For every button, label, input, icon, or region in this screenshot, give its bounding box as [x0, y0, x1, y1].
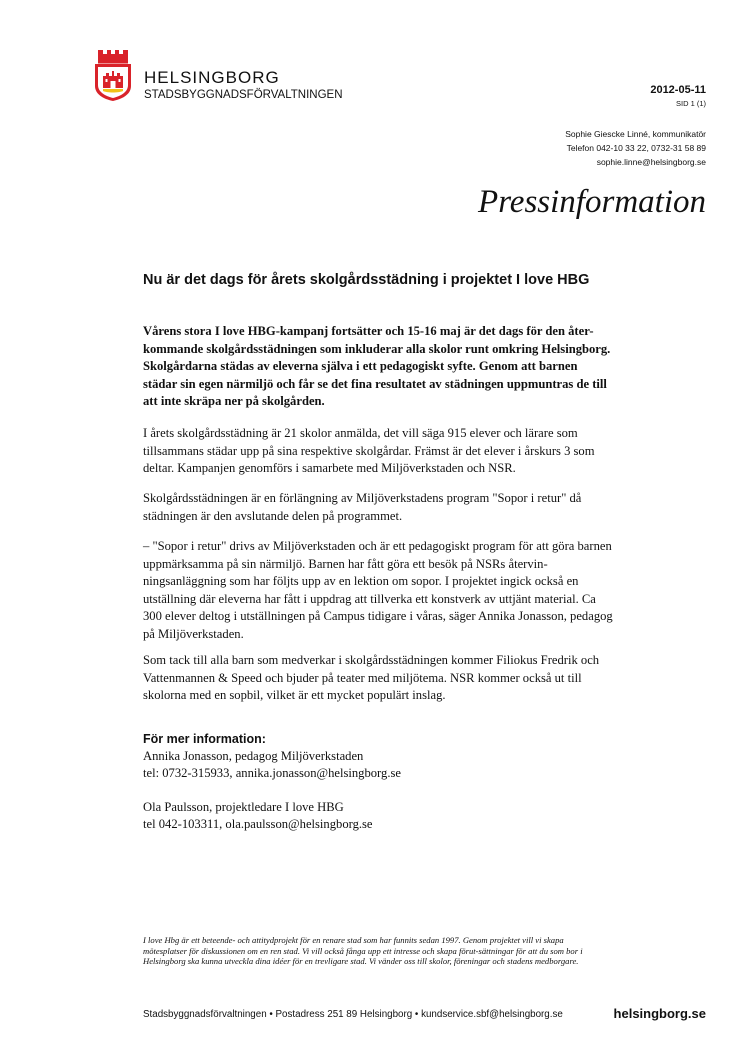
- department-name: STADSBYGGNADSFÖRVALTNINGEN: [144, 89, 343, 101]
- paragraph-text: Som tack till alla barn som medverkar i skolgårdsstädningen kommer Filiokus Fredrik och Vattenmannen & Speed och bjuder på teater med miljötema. NSR kommer också ut till skolorna med en sopbil, vilket är ett mycket populärt inslag.: [143, 653, 600, 702]
- lead-text: Vårens stora I love HBG-kampanj fortsätter och 15-16 maj är det dags för den åter-kommande skolgårdsstädningen som inkluderar alla skolor runt omkring Helsingborg. Skolgårdarna städas av eleverna själva i ett pedagogiskt syfte. Genom att barnen städar sin egen närmiljö och får se det fina resultatet av städningen uppmuntras de till att inte skräpa ner på skolgården.: [143, 324, 611, 408]
- project-footnote: I love Hbg är ett beteende- och attitydprojekt för en renare stad som har funnits sedan 1997. Genom projektet vill vi skapa mötesplatser för diskussionen om en ren stad. Vi vill också fånga upp ett intresse och skapa förut-sättningar för att du som bor i Helsingborg ska kunna utveckla dina idéer för en trevligare stad. Vi vänder oss till skolor, föreningar och stadens medborgare.: [143, 935, 583, 966]
- info-contact-name: Annika Jonasson, pedagog Miljöverkstaden: [143, 749, 364, 763]
- info-contact-details[interactable]: tel: 0732-315933, annika.jonasson@helsingborg.se: [143, 766, 401, 780]
- press-headline: Nu är det dags för årets skolgårdsstädning i projektet I love HBG: [143, 272, 590, 288]
- organization-name: HELSINGBORG: [144, 68, 280, 87]
- info-contact-2: [143, 799, 613, 833]
- paragraph-text: – "Sopor i retur" drivs av Miljöverkstaden och är ett pedagogiskt program för att göra barnen uppmärksamma på sin närmiljö. Barnen har fått göra ett besök på NSRs återvin-ningsanläggning som har följts upp av en lektion om sopor. I projektet ingick också en utställning där eleverna har fått i uppdrag att tillverka ett konstverk av uttjänt material. Ca 300 elever deltog i utställningen på Campus tidigare i våras, säger Annika Jonasson, pedagog på Miljöverkstaden.: [143, 539, 613, 641]
- paragraph-text: I årets skolgårdsstädning är 21 skolor anmälda, det vill säga 915 elever och lärare som tillsammans städar upp på sina respektive skolgårdar. Främst är det elever i årskurs 3 som deltar. Kampanjen genomförs i samarbete med Miljöverkstaden och NSR.: [143, 426, 595, 475]
- body-paragraph-4: [143, 652, 613, 705]
- contact-email[interactable]: sophie.linne@helsingborg.se: [596, 157, 706, 167]
- document-date: 2012-05-11: [650, 84, 706, 96]
- info-contact-details[interactable]: tel 042-103311, ola.paulsson@helsingborg.se: [143, 817, 373, 831]
- contact-name: Sophie Giescke Linné, kommunikatör: [565, 129, 706, 139]
- more-info-heading: För mer information:: [143, 732, 266, 746]
- body-paragraph-3: [143, 538, 613, 643]
- document-type-title: Pressinformation: [478, 184, 706, 220]
- contact-phone: Telefon 042-10 33 22, 0732-31 58 89: [566, 143, 706, 153]
- footer-address: Stadsbyggnadsförvaltningen • Postadress 251 89 Helsingborg • kundservice.sbf@helsingborg.se: [143, 1009, 563, 1020]
- body-paragraph-2: [143, 490, 613, 525]
- info-contact-name: Ola Paulsson, projektledare I love HBG: [143, 800, 344, 814]
- helsingborg-crest-logo: [93, 48, 133, 102]
- footer-website[interactable]: helsingborg.se: [613, 1006, 706, 1021]
- lead-paragraph: [143, 323, 613, 411]
- paragraph-text: Skolgårdsstädningen är en förlängning av Miljöverkstadens program "Sopor i retur" då städningen är den avslutande delen på programmet.: [143, 491, 582, 523]
- page-number: SID 1 (1): [675, 99, 706, 108]
- body-paragraph-1: [143, 425, 613, 478]
- contact-block: [565, 127, 706, 169]
- info-contact-1: [143, 748, 613, 782]
